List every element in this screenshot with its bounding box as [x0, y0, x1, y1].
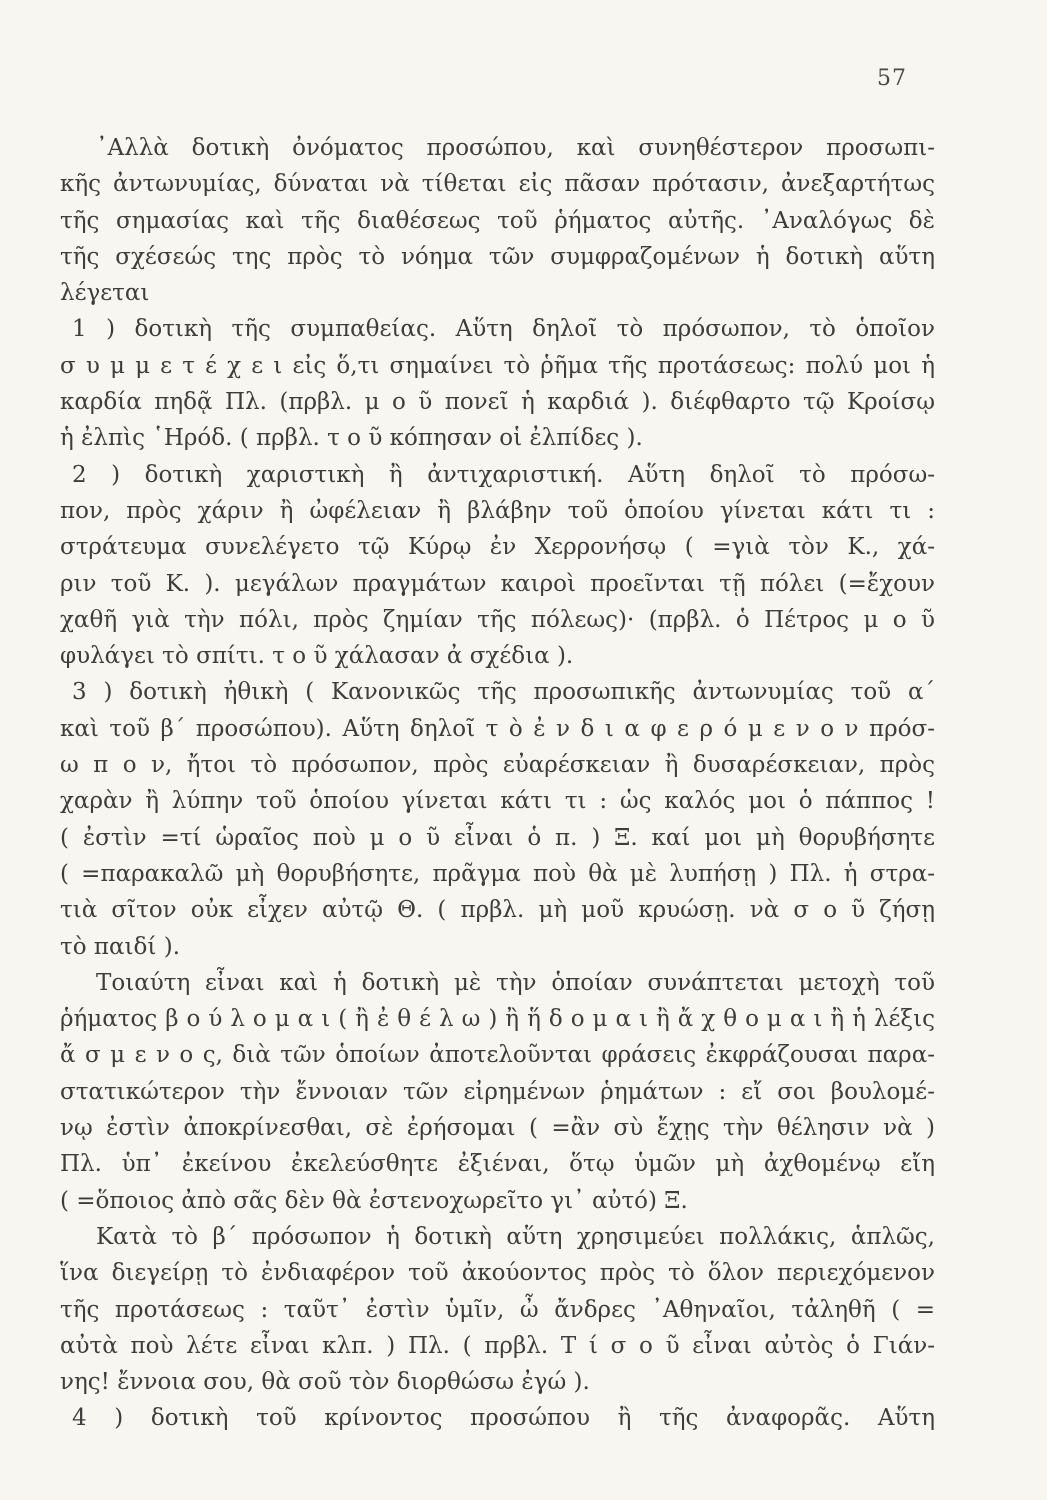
text-line: ριν τοῦ Κ. ). μεγάλων πραγμάτων καιροὶ προεῖνται τῇ πόλει (=ἔχουν — [60, 570, 935, 597]
text-line: τὸ παιδί ). — [60, 933, 181, 960]
text-line: καρδία πηδᾷ Πλ. (πρβλ. μ ο ῦ πονεῖ ἡ καρδιά ). διέφθαρτο τῷ Κροίσῳ — [60, 389, 935, 416]
page-number: 57 — [877, 66, 907, 91]
text-line: τιὰ σῖτον οὐκ εἶχεν αὐτῷ Θ. ( πρβλ. μὴ μοῦ κρυώσῃ. νὰ σ ο ῦ ζήσῃ — [60, 897, 935, 924]
text-line: 4 ) δοτικὴ τοῦ κρίνοντος προσώπου ἢ τῆς ἀναφορᾶς. Αὕτη — [72, 1405, 935, 1432]
body-text — [60, 130, 935, 1437]
text-line: νης! ἔννοια σου, θὰ σοῦ τὸν διορθώσω ἐγώ ). — [60, 1369, 590, 1396]
text-line: αὐτὰ ποὺ λέτε εἶναι κλπ. ) Πλ. ( πρβλ. Τ ί σ ο ῦ εἶναι αὐτὸς ὁ Γιάν- — [60, 1332, 935, 1359]
text-line: ἵνα διεγείρῃ τὸ ἐνδιαφέρον τοῦ ἀκούοντος πρὸς τὸ ὅλον περιεχόμενον — [60, 1260, 935, 1287]
text-line: καὶ τοῦ β΄ προσώπου). Αὕτη δηλοῖ τ ὸ ἐ ν δ ι α φ ε ρ ό μ ε ν ο ν πρόσ- — [60, 715, 935, 742]
text-line: Κατὰ τὸ β΄ πρόσωπον ἡ δοτικὴ αὕτη χρησιμεύει πολλάκις, ἁπλῶς, — [96, 1223, 935, 1250]
text-line: φυλάγει τὸ σπίτι. τ ο ῦ χάλασαν ἀ σχέδια ). — [60, 643, 574, 670]
text-line: τῆς σχέσεώς της πρὸς τὸ νόημα τῶν συμφραζομένων ἡ δοτικὴ αὕτη — [60, 243, 935, 270]
text-line: νῳ ἐστὶν ἀποκρίνεσθαι, σὲ ἐρήσομαι ( =ἂν σὺ ἔχῃς τὴν θέλησιν νὰ ) — [60, 1115, 935, 1142]
text-line: ( =παρακαλῶ μὴ θορυβήσητε, πρᾶγμα ποὺ θὰ μὲ λυπήσῃ ) Πλ. ἡ στρα- — [60, 860, 935, 887]
text-line: ἡ ἐλπὶς ῾Ηρόδ. ( πρβλ. τ ο ῦ κόπησαν οἱ ἐλπίδες ). — [60, 425, 643, 452]
text-line: ᾽Αλλὰ δοτικὴ ὀνόματος προσώπου, καὶ συνηθέστερον προσωπι- — [96, 135, 935, 161]
text-line: 2 ) δοτικὴ χαριστικὴ ἢ ἀντιχαριστική. Αὕτη δηλοῖ τὸ πρόσω- — [72, 461, 935, 488]
text-line: ἄ σ μ ε ν ο ς, διὰ τῶν ὁποίων ἀποτελοῦνται φράσεις ἐκφράζουσαι παρα- — [60, 1042, 935, 1069]
text-line: τῆς σημασίας καὶ τῆς διαθέσεως τοῦ ῥήματος αὐτῆς. ᾽Αναλόγως δὲ — [60, 207, 935, 234]
text-line: 3 ) δοτικὴ ἠθικὴ ( Κανονικῶς τῆς προσωπικῆς ἀντωνυμίας τοῦ α΄ — [72, 679, 935, 706]
text-line: σ υ μ μ ε τ έ χ ε ι εἰς ὅ,τι σημαίνει τὸ ῥῆμα τῆς προτάσεως: πολύ μοι ἡ — [60, 352, 935, 379]
text-line: 1 ) δοτικὴ τῆς συμπαθείας. Αὕτη δηλοῖ τὸ πρόσωπον, τὸ ὁποῖον — [72, 316, 935, 343]
text-line: χαρὰν ἢ λύπην τοῦ ὁποίου γίνεται κάτι τι : ὡς καλός μοι ὁ πάππος ! — [60, 788, 935, 815]
text-line: στατικώτερον τὴν ἔννοιαν τῶν εἰρημένων ῥημάτων : εἴ σοι βουλομέ- — [60, 1078, 935, 1105]
text-line: ( =ὅποιος ἀπὸ σᾶς δὲν θὰ ἐστενοχωρεῖτο γι᾽ αὐτό) Ξ. — [60, 1187, 688, 1214]
text-line: ( ἐστὶν =τί ὡραῖος ποὺ μ ο ῦ εἶναι ὁ π. ) Ξ. καί μοι μὴ θορυβήσητε — [60, 824, 935, 851]
text-line: λέγεται — [60, 280, 150, 307]
text-line: χαθῆ γιὰ τὴν πόλι, πρὸς ζημίαν τῆς πόλεως)· (πρβλ. ὁ Πέτρος μ ο ῦ — [60, 606, 935, 633]
text-line: Πλ. ὑπ᾽ ἐκείνου ἐκελεύσθητε ἐξιέναι, ὅτῳ ὑμῶν μὴ ἀχθομένῳ εἴη — [60, 1151, 935, 1178]
text-line: ω π ο ν, ἤτοι τὸ πρόσωπον, πρὸς εὐαρέσκειαν ἢ δυσαρέσκειαν, πρὸς — [60, 752, 935, 779]
text-line: πον, πρὸς χάριν ἢ ὠφέλειαν ἢ βλάβην τοῦ ὁποίου γίνεται κάτι τι : — [60, 497, 935, 524]
text-line: κῆς ἀντωνυμίας, δύναται νὰ τίθεται εἰς πᾶσαν πρότασιν, ἀνεξαρτήτως — [60, 171, 935, 198]
text-line: τῆς προτάσεως : ταῦτ᾽ ἐστὶν ὑμῖν, ὦ ἄνδρες ᾽Αθηναῖοι, τἀληθῆ ( = — [60, 1296, 935, 1323]
text-line: στράτευμα συνελέγετο τῷ Κύρῳ ἐν Χερρονήσῳ ( =γιὰ τὸν Κ., χά- — [60, 534, 935, 561]
text-line: Τοιαύτη εἶναι καὶ ἡ δοτικὴ μὲ τὴν ὁποίαν συνάπτεται μετοχὴ τοῦ — [96, 969, 935, 996]
text-line: ῥήματος β ο ύ λ ο μ α ι ( ἢ ἐ θ έ λ ω ) ἢ ἥ δ ο μ α ι ἢ ἄ χ θ ο μ α ι ἢ ἡ λέξις — [60, 1006, 935, 1033]
